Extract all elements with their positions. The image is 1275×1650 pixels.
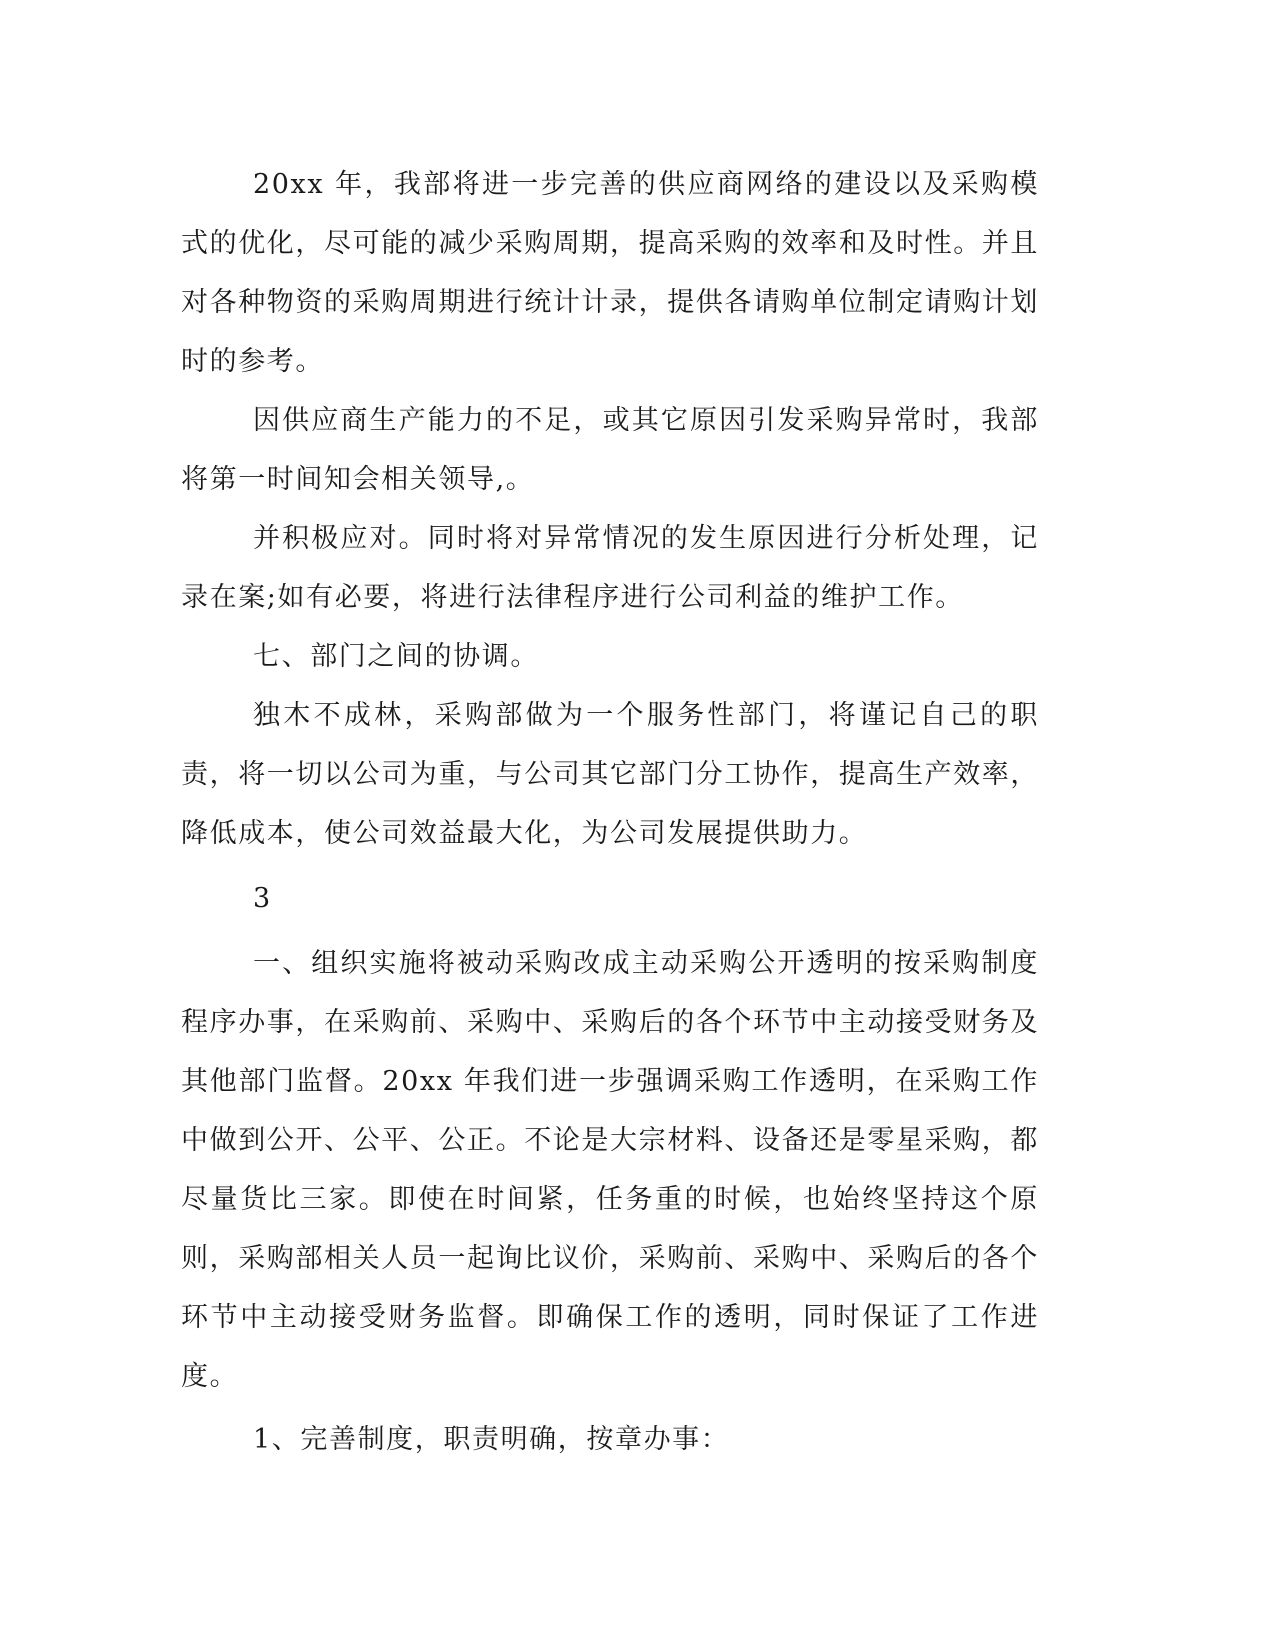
section-number: 3 (253, 883, 272, 914)
paragraph-procurement-exception: 因供应商生产能力的不足，或其它原因引发采购异常时，我部将第一时间知会相关领导,。 (181, 405, 1039, 495)
paragraph-supplier-network: 20xx 年，我部将进一步完善的供应商网络的建设以及采购模式的优化，尽可能的减少采购周期，提高采购的效率和及时性。并且对各种物资的采购周期进行统计计录，提供各请购单位制定请购计划时的参考。 (181, 169, 1039, 377)
paragraph-service-department: 独木不成林，采购部做为一个服务性部门，将谨记自己的职责，将一切以公司为重，与公司其它部门分工协作，提高生产效率，降低成本，使公司效益最大化，为公司发展提供助力。 (181, 700, 1039, 849)
list-item-improve-system: 1、完善制度，职责明确，按章办事： (253, 1424, 730, 1455)
paragraph-active-response: 并积极应对。同时将对异常情况的发生原因进行分析处理，记录在案;如有必要，将进行法律程序进行公司利益的维护工作。 (181, 523, 1039, 613)
section-heading-department-coordination: 七、部门之间的协调。 (253, 641, 539, 672)
paragraph-transparent-procurement: 一、组织实施将被动采购改成主动采购公开透明的按采购制度程序办事，在采购前、采购中、采购后的各个环节中主动接受财务及其他部门监督。20xx 年我们进一步强调采购工作透明，在采购工作中做到公开、公平、公正。不论是大宗材料、设备还是零星采购，都尽量货比三家。即使在时间紧，任务重的时候，也始终坚持这个原则，采购部相关人员一起询比议价，采购前、采购中、采购后的各个环节中主动接受财务监督。即确保工作的透明，同时保证了工作进度。 (181, 948, 1039, 1392)
document-body (181, 155, 1039, 1469)
